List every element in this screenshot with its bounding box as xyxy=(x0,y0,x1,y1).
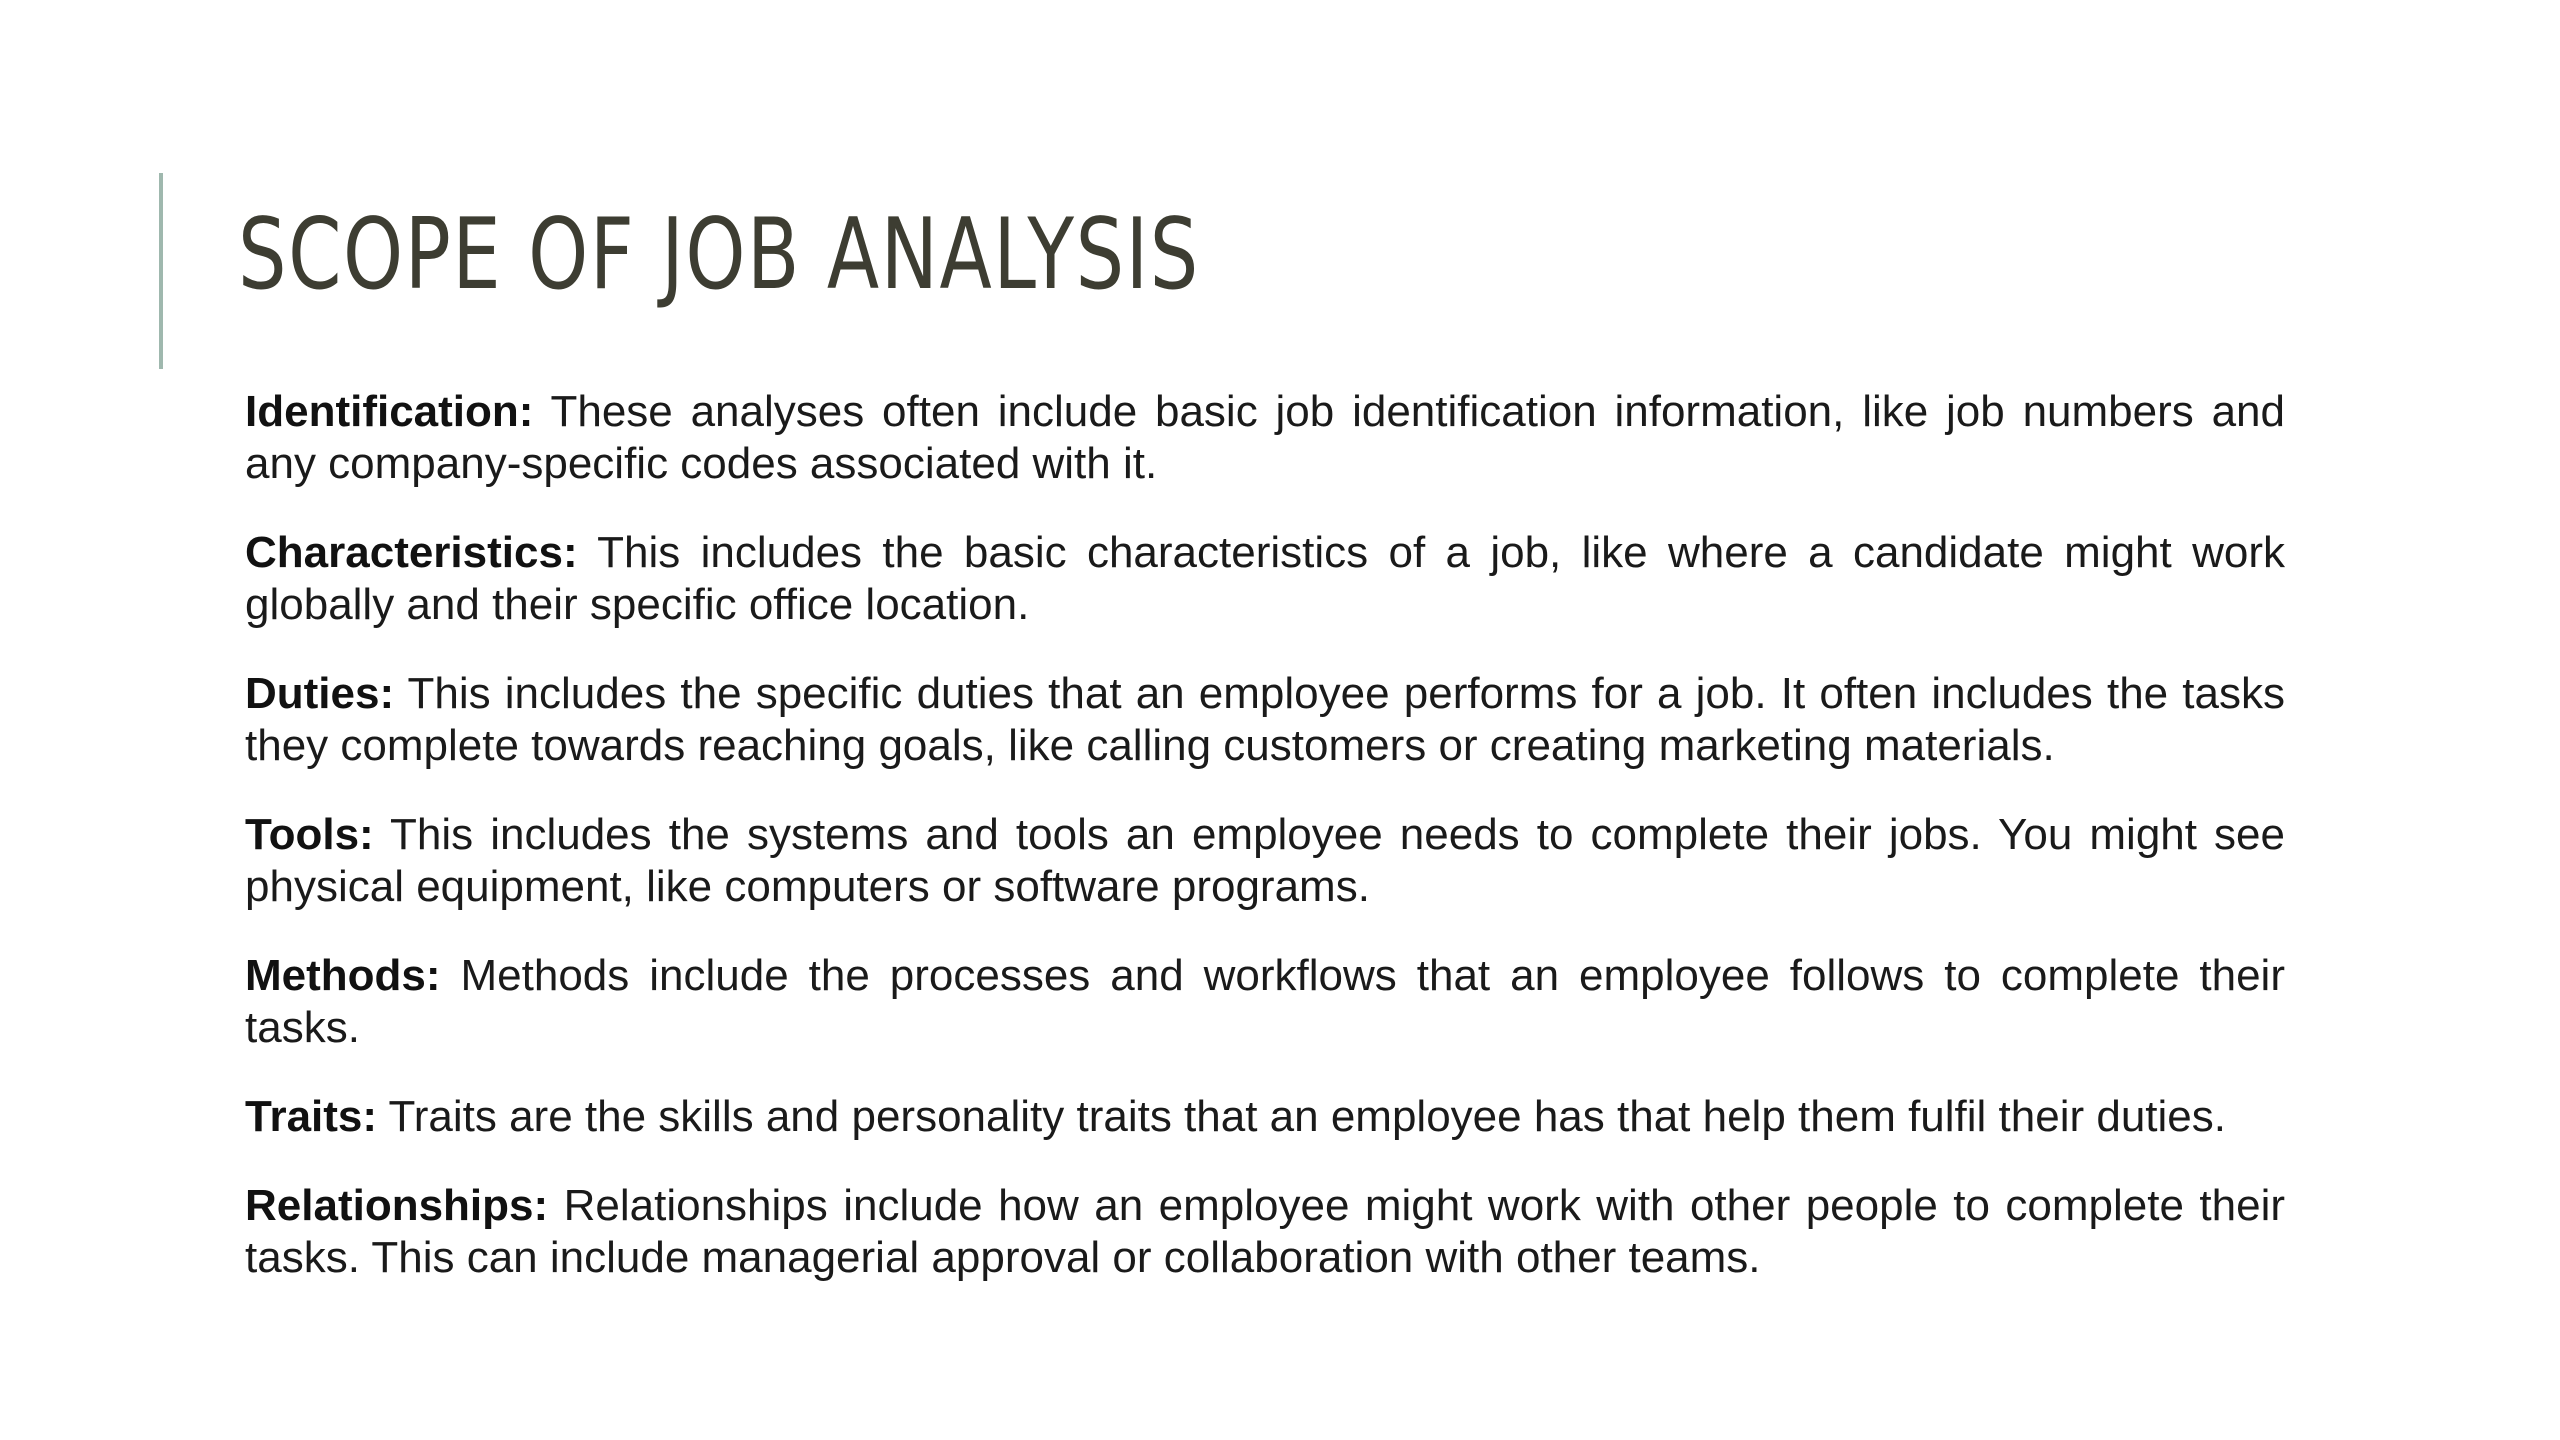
item-term: Methods: xyxy=(245,951,441,1000)
item-text: This includes the systems and tools an employee needs to complete their jobs. You might see physical equipment, like computers or software programs. xyxy=(245,810,2286,911)
item-text: This includes the basic characteristics of a job, like where a candidate might work globally and their specific office location. xyxy=(245,528,2285,629)
slide-title: SCOPE OF JOB ANALYSIS xyxy=(238,198,1200,312)
list-item-tools xyxy=(245,809,2285,913)
list-item-relationships xyxy=(245,1180,2285,1284)
title-accent-bar xyxy=(159,173,163,369)
item-term: Tools: xyxy=(245,810,374,859)
item-text: Traits are the skills and personality traits that an employee has that help them fulfil their duties. xyxy=(388,1092,2226,1141)
list-item-duties xyxy=(245,668,2285,772)
item-term: Duties: xyxy=(245,669,395,718)
item-text: Relationships include how an employee might work with other people to complete their tasks. This can include managerial approval or collaboration with other teams. xyxy=(245,1181,2285,1282)
item-term: Identification: xyxy=(245,387,534,436)
list-item-methods xyxy=(245,950,2285,1054)
list-item-traits xyxy=(245,1091,2285,1143)
content-list xyxy=(245,386,2285,1321)
item-term: Characteristics: xyxy=(245,528,578,577)
item-term: Traits: xyxy=(245,1092,378,1141)
item-text: These analyses often include basic job identification information, like job numbers and any company-specific codes associated with it. xyxy=(245,387,2285,488)
item-term: Relationships: xyxy=(245,1181,549,1230)
list-item-characteristics xyxy=(245,527,2285,631)
list-item-identification xyxy=(245,386,2285,490)
item-text: Methods include the processes and workflows that an employee follows to complete their tasks. xyxy=(245,951,2285,1052)
item-text: This includes the specific duties that an employee performs for a job. It often includes the tasks they complete towards reaching goals, like calling customers or creating marketing materials. xyxy=(245,669,2285,770)
